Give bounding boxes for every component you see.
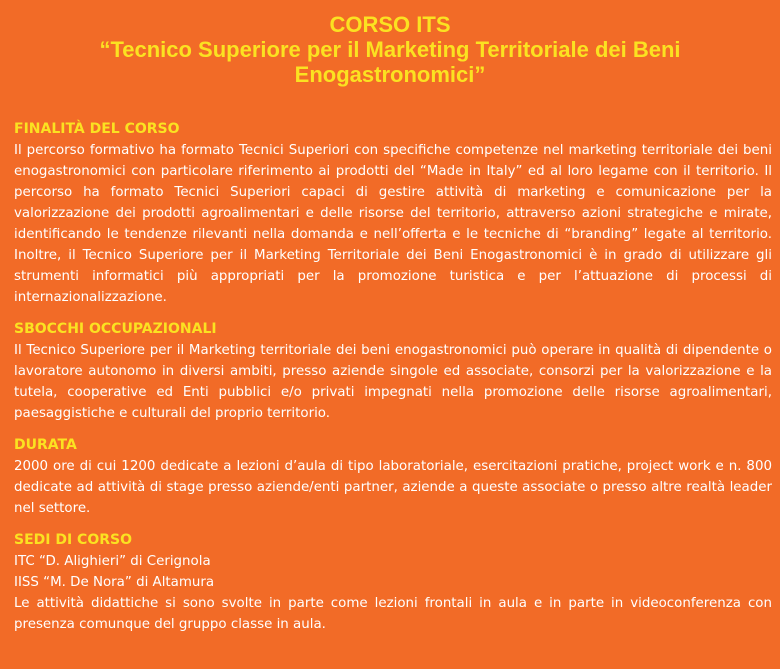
section-sedi — [14, 530, 772, 635]
sede-altamura: IISS “M. De Nora” di Altamura — [14, 575, 215, 590]
section-body-sbocchi: Il Tecnico Superiore per il Marketing territoriale dei beni enogastronomici può operare in qualità di dipendente o lavoratore autonomo in diversi ambiti, presso aziende singole ed associate, consorzi per la valorizzazione e la tutela, cooperative ed Enti pubblici e/o privati impegnati nella promozione delle risorse agroalimentari, paesaggistiche e culturali del proprio territorio. — [14, 343, 772, 421]
section-durata — [14, 435, 772, 519]
section-title-durata: DURATA — [14, 437, 77, 453]
section-title-sbocchi: SBOCCHI OCCUPAZIONALI — [14, 321, 217, 337]
course-title: CORSO ITS — [329, 12, 451, 37]
section-body-durata: 2000 ore di cui 1200 dedicate a lezioni d’aula di tipo laboratoriale, esercitazioni pratiche, project work e n. 800 dedicate ad attività di stage presso aziende/enti partner, aziende a queste associate o presso altre realtà leader nel settore. — [14, 459, 772, 516]
section-title-sedi: SEDI DI CORSO — [14, 532, 132, 548]
course-name-line-2: Enogastronomici” — [294, 62, 486, 87]
course-content — [14, 119, 772, 646]
course-name-line-1: “Tecnico Superiore per il Marketing Territoriale dei Beni — [99, 37, 681, 62]
section-finalita — [14, 119, 772, 308]
section-sbocchi — [14, 319, 772, 424]
section-title-finalita: FINALITÀ DEL CORSO — [14, 121, 180, 137]
section-body-sedi: Le attività didattiche si sono svolte in parte come lezioni frontali in aula e in parte in videoconferenza con presenza comunque del gruppo classe in aula. — [14, 596, 772, 632]
course-header — [0, 12, 780, 87]
section-body-finalita: Il percorso formativo ha formato Tecnici Superiori con specifiche competenze nel marketing territoriale dei beni enogastronomici con particolare riferimento ai prodotti del “Made in Italy” ed al loro legame con il territorio. Il percorso ha formato Tecnici Superiori capaci di gestire attività di marketing e comunicazione per la valorizzazione dei prodotti agroalimentari e delle risorse del territorio, attraverso azioni strategiche e mirate, identificando le tendenze rilevanti nella domanda e nell’offerta e le tecniche di “branding” legate al territorio. Inoltre, il Tecnico Superiore per il Marketing Territoriale dei Beni Enogastronomici è in grado di utilizzare gli strumenti informatici più appropriati per la promozione turistica e per l’attuazione di processi di internazionalizzazione. — [14, 143, 772, 305]
sede-cerignola: ITC “D. Alighieri” di Cerignola — [14, 554, 211, 569]
